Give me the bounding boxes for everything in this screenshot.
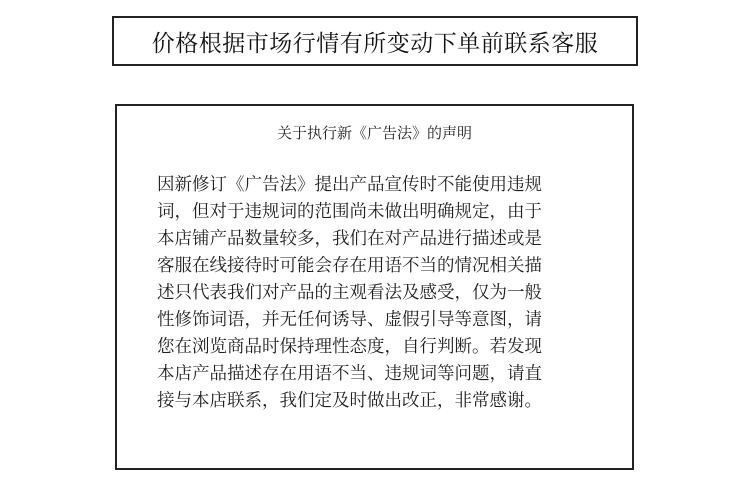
statement-line: 客服在线接待时可能会存在用语不当的情况相关描 xyxy=(157,256,542,276)
statement-line: 述只代表我们对产品的主观看法及感受，仅为一般 xyxy=(157,283,542,303)
statement-title: 关于执行新《广告法》的声明 xyxy=(276,124,472,142)
statement-line: 因新修订《广告法》提出产品宣传时不能使用违规 xyxy=(157,175,542,195)
statement-line: 本店产品描述存在用语不当、违规词等问题，请直 xyxy=(157,364,542,384)
price-notice-banner xyxy=(112,16,638,66)
statement-line: 接与本店联系，我们定及时做出改正，非常感谢。 xyxy=(157,391,542,411)
statement-body xyxy=(157,172,597,415)
advertising-law-statement xyxy=(115,104,634,470)
statement-line: 词，但对于违规词的范围尚未做出明确规定，由于 xyxy=(157,202,542,222)
banner-text: 价格根据市场行情有所变动下单前联系客服 xyxy=(151,30,599,57)
statement-line: 您在浏览商品时保持理性态度，自行判断。若发现 xyxy=(157,337,542,357)
statement-line: 性修饰词语，并无任何诱导、虚假引导等意图，请 xyxy=(157,310,542,330)
statement-line: 本店铺产品数量较多，我们在对产品进行描述或是 xyxy=(157,229,542,249)
